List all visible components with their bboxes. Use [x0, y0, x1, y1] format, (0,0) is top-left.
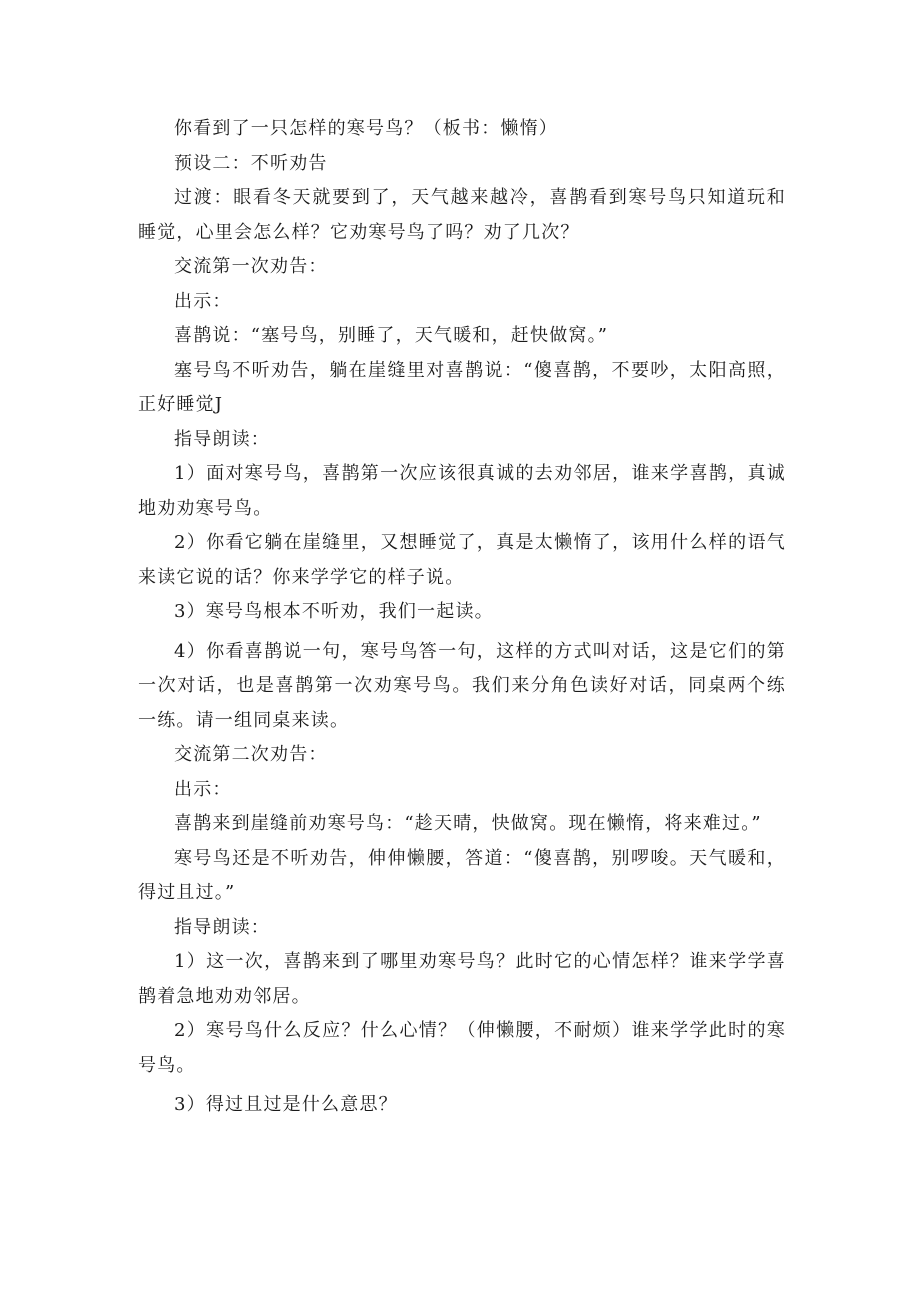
paragraph-guide-2-item-3: 3）得过且过是什么意思？ — [174, 1094, 398, 1115]
paragraph-guide-1-item-2: 2）你看它躺在崖缝里，又想睡觉了，真是太懒惰了，该用什么样的语气来读它说的话？你来学学它的样子说。 — [138, 532, 786, 588]
paragraph-first-advice-heading: 交流第一次劝告： — [174, 256, 328, 277]
paragraph-board-note: 你看到了一只怎样的寒号鸟？（板书：懒惰） — [174, 118, 558, 139]
paragraph-show-1: 出示： — [174, 290, 232, 312]
paragraph-guide-1-item-4: 4）你看喜鹊说一句，寒号鸟答一句，这样的方式叫对话，这是它们的第一次对话，也是喜鹊第一次劝寒号鸟。我们来分角色读好对话，同桌两个练一练。请一组同桌来读。 — [138, 640, 786, 731]
paragraph-transition: 过渡：眼看冬天就要到了，天气越来越冷，喜鹊看到寒号鸟只知道玩和睡觉，心里会怎么样？它劝寒号鸟了吗？劝了几次？ — [138, 187, 786, 243]
paragraph-bird-reply-2: 寒号鸟还是不听劝告，伸伸懒腰，答道：“傻喜鹊，别啰唆。天气暖和，得过且过。” — [138, 847, 786, 903]
paragraph-guide-2-item-2: 2）寒号鸟什么反应？什么心情？（伸懒腰，不耐烦）谁来学学此时的寒号鸟。 — [138, 1020, 786, 1076]
paragraph-reading-guide-2: 指导朗读： — [174, 916, 270, 938]
paragraph-reading-guide-1: 指导朗读： — [174, 428, 270, 450]
paragraph-magpie-line-2: 喜鹊来到崖缝前劝寒号鸟：“趁天晴，快做窝。现在懒惰，将来难过。” — [174, 813, 762, 834]
paragraph-second-advice-heading: 交流第二次劝告： — [174, 744, 328, 765]
paragraph-bird-reply-1: 塞号鸟不听劝告，躺在崖缝里对喜鹊说：“傻喜鹊，不要吵，太阳高照，正好睡觉J — [138, 359, 786, 415]
paragraph-guide-2-item-1: 1）这一次，喜鹊来到了哪里劝寒号鸟？此时它的心情怎样？谁来学学喜鹊着急地劝劝邻居。 — [138, 951, 786, 1007]
paragraph-show-2: 出示： — [174, 778, 232, 800]
paragraph-magpie-line-1: 喜鹊说：“塞号鸟，别睡了，天气暖和，赶快做窝。” — [174, 325, 609, 346]
document-page — [138, 112, 786, 1123]
paragraph-preset-two: 预设二：不听劝告 — [174, 152, 328, 174]
paragraph-guide-1-item-1: 1）面对寒号鸟，喜鹊第一次应该很真诚的去劝邻居，谁来学喜鹊，真诚地劝劝寒号鸟。 — [138, 463, 786, 519]
paragraph-guide-1-item-3: 3）寒号鸟根本不听劝，我们一起读。 — [174, 601, 494, 622]
